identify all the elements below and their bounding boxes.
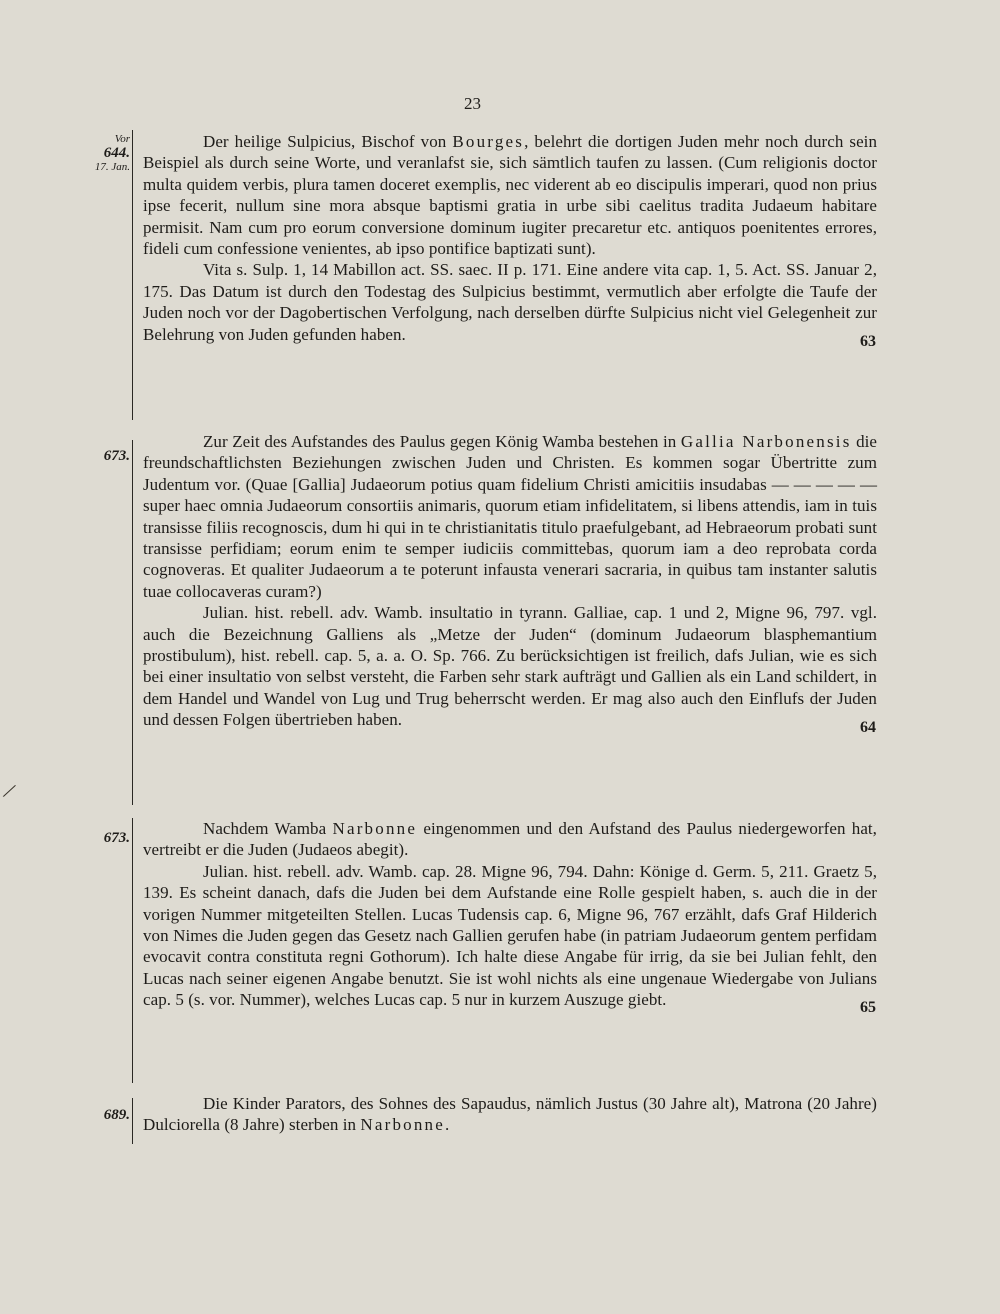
margin-date-year: 673. [103, 448, 130, 464]
margin-rule [132, 818, 133, 1083]
margin-date-year: 644. [103, 145, 130, 161]
paragraph [143, 259, 877, 345]
text-run: Der heilige Sulpicius, Bischof von [203, 132, 453, 151]
place-name: Gallia Narbonensis [680, 432, 852, 451]
margin-date-year: 689. [103, 1107, 130, 1123]
entry-number: 64 [860, 718, 876, 736]
text-run: Vita s. Sulp. 1, 14 Mabillon act. SS. saec. II p. 171. Eine andere vita cap. 1, 5. Act. SS. Januar 2, 175. Das Datum ist durch den Todestag des Sulpicius bestimmt, vermutlich aber erfolgte die Taufe der Juden noch vor der Dagobertischen Verfolgung, nach derselben dürfte Sulpicius nicht viel Gelegenheit zur Belehrung von Juden gefunden haben. [143, 260, 877, 344]
margin-date [52, 830, 130, 846]
paragraph [143, 131, 877, 259]
margin-rule [132, 1098, 133, 1144]
paragraph [143, 1093, 877, 1136]
paragraph [143, 818, 877, 861]
text-run: , belehrt die dortigen Juden mehr noch durch sein Beispiel als durch seine Worte, und veranlafst sie, sich sämtlich taufen zu lassen. (Cum religionis doctor multa quidem verbis, plura tamen doceret exemplis, nec viderent ab eo discipulis imperari, quod non prius ipse fecerit, nullum sine mora absque baptismi gratia in urbe sibi caelitus tradita Judaeum habitare permisit. Nam cum pro eorum conversione dominum iugiter precaretur etc. antiquos poenitentes errores, fideli cum confessione venientes, ab ipso pontifice baptizati sunt). [143, 132, 877, 259]
text-run: Julian. hist. rebell. adv. Wamb. insultatio in tyrann. Galliae, cap. 1 und 2, Migne 96, 797. vgl. auch die Bezeichnung Galliens als „Metze der Juden“ (dominum Judaeorum blasphemantium prostibulum), hist. rebell. cap. 5, a. a. O. Sp. 766. Zu berücksichtigen ist freilich, dafs Julian, wie es sich bei einer insultatio von selbst versteht, die Farben sehr stark aufträgt und Gallien als ein Land schildert, in dem Handel und Wandel von Lug und Trug beherrscht werden. Er mag also auch den Einflufs der Juden und dessen Folgen übertrieben haben. [143, 603, 877, 730]
text-run: Zur Zeit des Aufstandes des Paulus gegen König Wamba bestehen in [203, 432, 681, 451]
margin-date [52, 133, 130, 173]
place-name: Narbonne [360, 1115, 446, 1135]
text-run: Nachdem Wamba [203, 819, 333, 838]
margin-date [52, 1107, 130, 1123]
place-name: Narbonne [332, 819, 418, 838]
margin-mark: / [2, 777, 17, 804]
entry-64 [143, 431, 877, 735]
text-run: eingenommen und den Aufstand des Paulus niedergeworfen hat, vertreibt er die Juden (Judaeos abegit). [143, 819, 877, 860]
paragraph [143, 602, 877, 730]
entry-number: 63 [860, 333, 876, 351]
margin-rule [132, 440, 133, 805]
text-run: Julian. hist. rebell. adv. Wamb. cap. 28. Migne 96, 794. Dahn: Könige d. Germ. 5, 211. Graetz 5, 139. Es scheint danach, dafs die Juden bei dem Aufstande eine Rolle gespielt haben, s. auch die in der vorigen Nummer mitgeteilten Stellen. Lucas Tudensis cap. 6, Migne 96, 767 erzählt, dafs Graf Hilderich von Nimes die Juden gegen das Gesetz nach Gallien gerufen habe (in patriam Judaeorum gentem perfidam evocavit contra constituta regni Gothorum). Ich halte diese Angabe für irrig, da sie bei Julian fehlt, den Lucas nach seiner eigenen Angabe benutzt. Sie ist wohl nichts als eine ungenaue Wiedergabe von Julians cap. 5 (s. vor. Nummer), welches Lucas cap. 5 nur in kurzem Auszuge giebt. [143, 861, 877, 1010]
text-run: Die Kinder Parators, des Sohnes des Sapaudus, nämlich Justus (30 Jahre alt), Matrona (20 Jahre) Dulciorella (8 Jahre) sterben in [143, 1094, 877, 1135]
entry-65 [143, 818, 877, 1015]
margin-date [52, 448, 130, 464]
text-run: die freundschaftlichsten Beziehungen zwischen Juden und Christen. Es kommen sogar Übertritte zum Judentum vor. (Quae [Gallia] Judaeorum potius quam fidelium Christi amicitiis insudabas — — — — — super haec omnia Judaeorum consortiis animaris, quorum etiam infidelitatem, si libens attendis, iam in tuis transisse filiis recognoscis, dum hi qui in te christianitatis titulo praefulgebant, ad Hebraeorum probati sunt transisse perfidiam; eorum enim te semper iudiciis committebas, quorum iam a deo reprobata corda cognoveras. Et qualiter Judaeorum a te poterunt infausta venerari sacraria, in quibus tam instanter salutis tuae collocaveras curam?) [143, 432, 878, 601]
entry-63 [143, 131, 877, 349]
margin-date-day: 17. Jan. [94, 161, 130, 173]
paragraph [143, 431, 877, 602]
paragraph [143, 861, 877, 1011]
entry-number: 65 [860, 998, 876, 1016]
page-number: 23 [464, 94, 481, 113]
place-name: Bourges [452, 132, 525, 151]
entry-66 [143, 1093, 877, 1136]
margin-date-prefix: Vor [114, 133, 130, 145]
text-run: . [445, 1115, 450, 1135]
margin-rule [132, 130, 133, 420]
margin-date-year: 673. [103, 830, 130, 846]
